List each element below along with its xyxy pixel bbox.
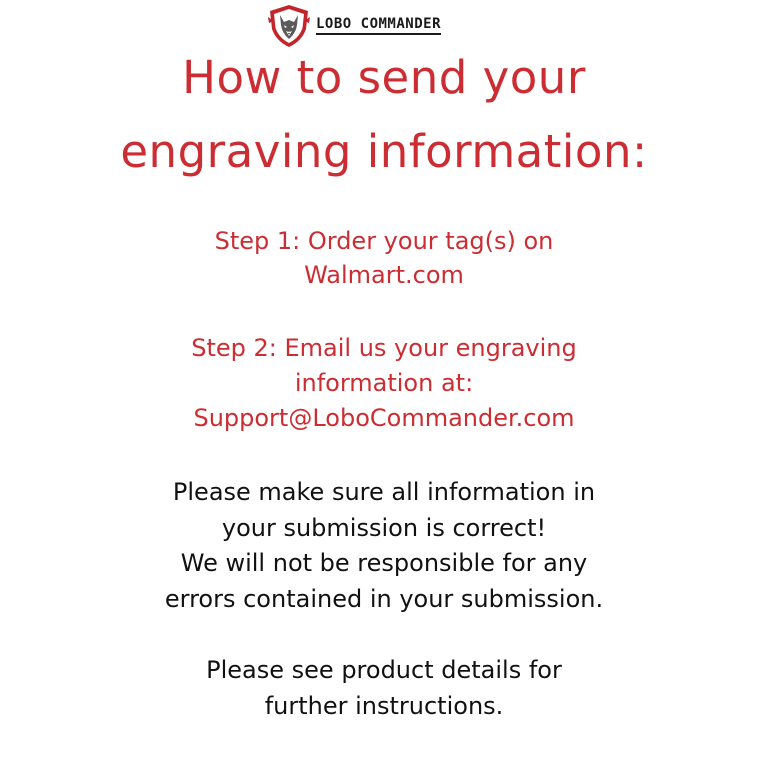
- notice-line-2: your submission is correct!: [221, 514, 547, 542]
- brand-name: LOBO COMMANDER: [316, 17, 441, 35]
- page-title-line-2: engraving information:: [120, 125, 648, 178]
- notice-line-1: Please make sure all information in: [172, 478, 596, 506]
- step-1-line-1: Step 1: Order your tag(s) on: [214, 227, 554, 255]
- brand-logo: [266, 3, 441, 49]
- page-title-line-1: How to send your: [182, 51, 586, 104]
- support-email: Support@LoboCommander.com: [193, 404, 575, 432]
- notice-line-4: errors contained in your submission.: [164, 585, 604, 613]
- step-2-line-2: information at:: [294, 369, 474, 397]
- details-line-1: Please see product details for: [206, 656, 562, 684]
- details-line-2: further instructions.: [264, 692, 504, 720]
- wolf-shield-icon: [266, 3, 312, 49]
- step-1-line-2: Walmart.com: [304, 261, 464, 289]
- notice-line-3: We will not be responsible for any: [180, 549, 588, 577]
- step-2-line-1: Step 2: Email us your engraving: [191, 334, 577, 362]
